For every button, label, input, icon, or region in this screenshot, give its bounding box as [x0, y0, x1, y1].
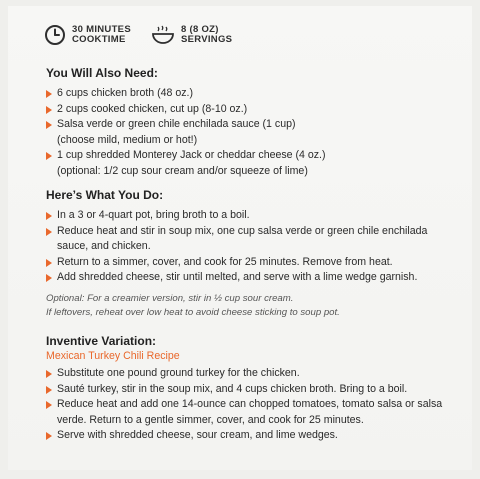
variation-title: Mexican Turkey Chili Recipe	[46, 350, 180, 362]
variation-heading: Inventive Variation:	[46, 334, 157, 348]
list-item-text: Return to a simmer, cover, and cook for 25 minutes. Remove from heat.	[57, 255, 393, 268]
directions-section	[46, 188, 456, 320]
cook-time-value: 30 MINUTES	[72, 24, 131, 35]
servings	[151, 24, 232, 46]
bullet-arrow-icon	[46, 90, 52, 98]
leftovers-note: If leftovers, reheat over low heat to avoid cheese sticking to soup pot.	[46, 306, 340, 318]
list-item-text: Reduce heat and add one 14-ounce can chopped tomatoes, tomato salsa or salsa verde. Return to a gentle simmer, cover, and cook for 25 minutes.	[57, 398, 443, 426]
bullet-arrow-icon	[46, 432, 52, 440]
bullet-arrow-icon	[46, 106, 52, 114]
bullet-arrow-icon	[46, 386, 52, 394]
directions-list	[46, 208, 456, 286]
list-item	[46, 255, 456, 271]
list-item	[46, 224, 456, 255]
list-item	[46, 428, 456, 444]
list-item-text: Serve with shredded cheese, sour cream, and lime wedges.	[57, 429, 338, 442]
servings-label: SERVINGS	[180, 34, 233, 45]
list-item-continuation	[46, 164, 456, 180]
list-item-text: Reduce heat and stir in soup mix, one cup salsa verde or green chile enchilada sauce, and chicken.	[57, 224, 428, 253]
bullet-arrow-icon	[46, 228, 52, 236]
list-item-text: Salsa verde or green chile enchilada sauce (1 cup)	[57, 118, 296, 131]
bullet-arrow-icon	[46, 152, 52, 160]
bullet-arrow-icon	[46, 212, 52, 220]
bullet-arrow-icon	[46, 401, 52, 409]
bullet-arrow-icon	[46, 370, 52, 378]
list-item-continuation	[46, 133, 456, 149]
list-item-text: Sauté turkey, stir in the soup mix, and 4 cups chicken broth. Bring to a boil.	[57, 382, 408, 395]
list-item-text: (choose mild, medium or hot!)	[57, 133, 198, 146]
list-item-text: 1 cup shredded Monterey Jack or cheddar cheese (4 oz.)	[57, 149, 326, 162]
list-item	[46, 366, 456, 382]
ingredients-section	[46, 66, 456, 180]
list-item	[46, 382, 456, 398]
list-item-text: In a 3 or 4-quart pot, bring broth to a boil.	[57, 209, 250, 221]
recipe-meta	[44, 24, 252, 46]
list-item	[46, 208, 456, 224]
bullet-arrow-icon	[46, 274, 52, 282]
cook-time-label: COOKTIME	[72, 34, 126, 45]
cook-time	[44, 24, 131, 46]
bowl-icon	[151, 24, 175, 46]
list-item	[46, 117, 456, 133]
list-item	[46, 397, 456, 428]
clock-icon	[44, 24, 66, 46]
list-item	[46, 148, 456, 164]
ingredients-list	[46, 86, 456, 180]
bullet-arrow-icon	[46, 259, 52, 267]
list-item-text: 6 cups chicken broth (48 oz.)	[57, 87, 194, 99]
bullet-arrow-icon	[46, 121, 52, 129]
list-item-text: (optional: 1/2 cup sour cream and/or squeeze of lime)	[57, 164, 308, 177]
directions-heading: Here’s What You Do:	[46, 188, 164, 202]
list-item-text: 2 cups cooked chicken, cut up (8-10 oz.)	[57, 102, 248, 115]
ingredients-heading: You Will Also Need:	[46, 66, 158, 80]
variation-section	[46, 334, 456, 444]
servings-value: 8 (8 OZ)	[180, 24, 219, 35]
list-item	[46, 86, 456, 102]
list-item	[46, 102, 456, 118]
list-item	[46, 270, 456, 286]
recipe-card	[8, 6, 472, 470]
variation-list	[46, 366, 456, 444]
list-item-text: Substitute one pound ground turkey for the chicken.	[57, 367, 300, 379]
optional-note: Optional: For a creamier version, stir in ½ cup sour cream.	[46, 292, 294, 304]
list-item-text: Add shredded cheese, stir until melted, and serve with a lime wedge garnish.	[57, 271, 418, 284]
